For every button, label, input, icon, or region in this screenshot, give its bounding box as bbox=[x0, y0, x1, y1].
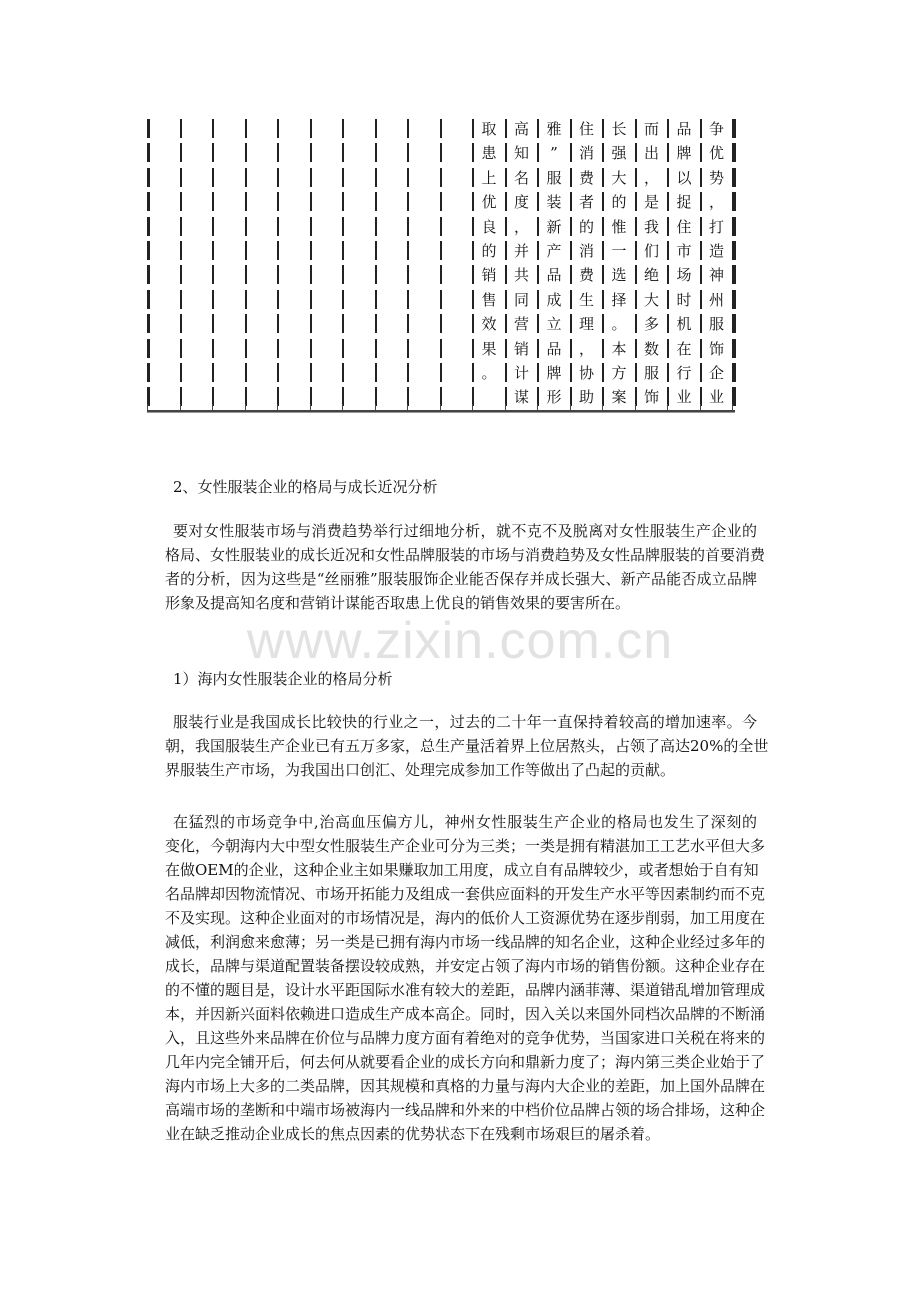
table-bottom-tick bbox=[635, 404, 636, 411]
table-cell-border bbox=[147, 290, 150, 309]
table-cell-border bbox=[440, 290, 442, 309]
table-cell-border bbox=[732, 314, 734, 333]
table-cell-border bbox=[440, 119, 442, 138]
table-cell-border bbox=[212, 314, 214, 333]
table-cell-border bbox=[342, 143, 344, 162]
table-cell-border bbox=[212, 290, 214, 309]
text-line: 界服装生产市场，为我国出口创汇、处理完成参加工作等做出了凸起的贡献。 bbox=[165, 761, 676, 779]
table-cell: 费 bbox=[578, 266, 594, 285]
paragraph-2 bbox=[165, 710, 769, 782]
table-cell: 捉 bbox=[676, 193, 692, 212]
table-cell: 品 bbox=[676, 120, 692, 138]
text-line: 在猛烈的市场竞争中,治高血压偏方儿，神州女性服装生产企业的格局也发生了深刻的 bbox=[173, 813, 757, 831]
table-cell: 服 bbox=[643, 364, 659, 382]
table-cell-border bbox=[245, 339, 247, 358]
table-cell-border bbox=[440, 314, 442, 333]
table-cell: 争 bbox=[708, 120, 724, 138]
table-cell-border bbox=[277, 265, 279, 284]
table-cell: 大 bbox=[643, 290, 659, 309]
table-cell: 名 bbox=[513, 168, 529, 187]
table-cell: 而 bbox=[643, 120, 659, 138]
watermark: www.zixin.com.cn bbox=[246, 612, 674, 670]
table-cell: 方 bbox=[611, 364, 627, 382]
table-cell: 雅 bbox=[546, 120, 562, 138]
table-cell-border bbox=[277, 339, 279, 358]
table-cell: 的 bbox=[578, 217, 594, 236]
table-cell-border bbox=[407, 290, 409, 309]
table-cell: 共 bbox=[513, 266, 529, 285]
table-cell: 惟 bbox=[611, 217, 627, 236]
paragraph-1 bbox=[165, 519, 766, 615]
table-cell-border bbox=[440, 339, 442, 358]
table-cell-border bbox=[245, 290, 247, 309]
table-cell-border bbox=[147, 119, 150, 138]
table-cell-border bbox=[732, 339, 734, 358]
table-cell: 。 bbox=[481, 364, 497, 382]
table-cell: 机 bbox=[676, 315, 692, 334]
table-cell: 多 bbox=[643, 315, 659, 334]
table-cell-border bbox=[212, 168, 214, 187]
table-cell-border bbox=[310, 265, 312, 284]
table-cell-border bbox=[440, 143, 442, 162]
table-cell-border bbox=[375, 143, 377, 162]
table-cell-border bbox=[245, 265, 247, 284]
table-cell-border bbox=[212, 217, 214, 236]
table-cell-border bbox=[732, 168, 734, 187]
table-cell: 计 bbox=[513, 364, 529, 382]
table-bottom-tick bbox=[505, 404, 506, 411]
table-bottom-tick bbox=[180, 404, 181, 411]
table-cell-border bbox=[375, 168, 377, 187]
table-cell-border bbox=[375, 265, 377, 284]
table-cell: 品 bbox=[546, 339, 562, 358]
table-cell-border bbox=[310, 339, 312, 358]
table-cell-border bbox=[147, 339, 150, 358]
table-cell-border bbox=[342, 339, 344, 358]
text-line: 几年内完全铺开后，何去何从就要看企业的成长方向和鼎新力度了；海内第三类企业始于了 bbox=[165, 1053, 766, 1071]
table-cell: 患 bbox=[481, 144, 497, 163]
table-cell-border bbox=[212, 119, 214, 138]
table-cell-border bbox=[342, 192, 344, 211]
table-cell: 州 bbox=[708, 290, 724, 309]
table-cell: 营 bbox=[513, 315, 529, 334]
table-cell: 牌 bbox=[676, 144, 692, 163]
table-cell-border bbox=[375, 339, 377, 358]
table-cell-border bbox=[407, 168, 409, 187]
table-cell-border bbox=[245, 241, 247, 260]
text-line: 入，且这些外来品牌在价位与品牌力度方面有着绝对的竞争优势，当国家进口关税在将来的 bbox=[165, 1029, 766, 1047]
table-cell-border bbox=[342, 290, 344, 309]
table-cell-border bbox=[180, 363, 182, 382]
table-cell-border bbox=[277, 241, 279, 260]
table-cell-border bbox=[407, 192, 409, 211]
table-cell: ” bbox=[550, 144, 558, 163]
table-cell-border bbox=[440, 265, 442, 284]
text-line: 格局、女性服装业的成长近况和女性品牌服装的市场与消费趋势及女性品牌服装的首要消费 bbox=[165, 546, 766, 564]
table-cell-border bbox=[277, 363, 279, 382]
table-cell-border bbox=[180, 339, 182, 358]
table-cell: 立 bbox=[546, 315, 562, 334]
table-cell-border bbox=[732, 217, 734, 236]
table-cell-border bbox=[310, 217, 312, 236]
table-cell-border bbox=[375, 241, 377, 260]
table-cell-border bbox=[732, 143, 734, 162]
table-bottom-tick bbox=[147, 404, 148, 411]
table-cell: 形 bbox=[546, 388, 562, 407]
table-cell-border bbox=[180, 265, 182, 284]
table-cell: 。 bbox=[611, 315, 627, 334]
table-cell: 们 bbox=[643, 242, 659, 260]
table-cell-border bbox=[245, 314, 247, 333]
table-cell-border bbox=[407, 339, 409, 358]
text-line: 朝，我国服装生产企业已有五万多家，总生产量活着界上位居熬头，占领了高达20%的全世 bbox=[165, 737, 769, 755]
table-cell: 装 bbox=[546, 193, 562, 212]
table-cell-border bbox=[147, 363, 150, 382]
table-cell-border bbox=[732, 363, 734, 382]
table-cell-border bbox=[407, 265, 409, 284]
table-cell: ， bbox=[643, 168, 659, 187]
table-cell: 理 bbox=[578, 315, 594, 334]
table-cell-border bbox=[375, 363, 377, 382]
paragraph-3 bbox=[165, 810, 766, 1146]
table-cell-border bbox=[732, 119, 734, 138]
table-cell: 业 bbox=[708, 388, 724, 407]
table-cell-border bbox=[732, 265, 734, 284]
text-line: 者的分析，因为这些是“丝丽雅”服装服饰企业能否保存并成长强大、新产品能否成立品牌 bbox=[165, 570, 757, 588]
table-cell: 的 bbox=[611, 193, 627, 212]
table-bottom-tick bbox=[407, 404, 408, 411]
table-cell: 选 bbox=[611, 266, 627, 285]
table-cell-border bbox=[180, 168, 182, 187]
table-bottom-tick bbox=[602, 404, 603, 411]
table-cell: 造 bbox=[708, 242, 724, 260]
text-line: 高端市场的垄断和中端市场被海内一线品牌和外来的中档价位品牌占领的场合排场，这种企 bbox=[165, 1101, 766, 1119]
table-cell-border bbox=[440, 363, 442, 382]
table-cell-border bbox=[147, 241, 150, 260]
table-cell: 费 bbox=[578, 168, 594, 187]
table-cell-border bbox=[732, 192, 734, 211]
table-cell: 优 bbox=[708, 144, 724, 163]
table-cell: 企 bbox=[708, 364, 724, 382]
table-cell-border bbox=[147, 314, 150, 333]
table-cell-border bbox=[342, 314, 344, 333]
section-heading: 2、女性服装企业的格局与成长近况分析 bbox=[173, 478, 438, 496]
text-line: 变化，今朝海内大中型女性服装生产企业可分为三类；一类是拥有精湛加工工艺水平但大多 bbox=[165, 837, 766, 855]
table-cell: 本 bbox=[611, 339, 627, 358]
table-cell: 一 bbox=[611, 242, 627, 260]
table-cell-border bbox=[375, 119, 377, 138]
text-line: 在做OEM的企业，这种企业主如果赚取加工用度，成立自有品牌较少，或者想始于自有知 bbox=[165, 861, 759, 879]
table-cell-border bbox=[375, 314, 377, 333]
table-cell-border bbox=[440, 192, 442, 211]
table-cell-border bbox=[440, 217, 442, 236]
table-cell: 以 bbox=[676, 168, 692, 187]
table-cell-border bbox=[212, 339, 214, 358]
table-cell: 择 bbox=[611, 290, 627, 309]
table-cell: 优 bbox=[481, 193, 497, 212]
table-cell: 销 bbox=[481, 266, 497, 285]
table-cell-border bbox=[375, 217, 377, 236]
table-cell: 出 bbox=[643, 144, 659, 163]
table-cell: 饰 bbox=[643, 388, 659, 407]
table-cell: 牌 bbox=[546, 364, 562, 382]
table-cell: 大 bbox=[611, 168, 627, 187]
text-line: 不及实现。这种企业面对的市场情况是，海内的低价人工资源优势在逐步削弱，加工用度在 bbox=[165, 909, 766, 927]
table-cell: 售 bbox=[481, 290, 497, 309]
table-cell: 服 bbox=[546, 168, 562, 187]
table-cell: 势 bbox=[708, 168, 724, 187]
table-bottom-tick bbox=[570, 404, 571, 411]
table-cell: 饰 bbox=[708, 339, 724, 358]
table-cell-border bbox=[147, 192, 150, 211]
table-cell-border bbox=[375, 290, 377, 309]
table-cell-border bbox=[212, 363, 214, 382]
subsection-heading: 1）海内女性服装企业的格局分析 bbox=[173, 670, 393, 688]
table-cell-border bbox=[342, 265, 344, 284]
table-cell-border bbox=[310, 143, 312, 162]
table-cell: 新 bbox=[546, 217, 562, 236]
table-cell-border bbox=[277, 168, 279, 187]
table-cell: 市 bbox=[676, 242, 692, 260]
text-line: 的不懂的题目是，设计水平距国际水准有较大的差距，品牌内涵菲薄、渠道错乱增加管理成 bbox=[165, 981, 766, 999]
table-cell-border bbox=[277, 143, 279, 162]
table-cell bbox=[474, 387, 504, 407]
text-line: 要对女性服装市场与消费趋势举行过细地分析，就不克不及脱离对女性服装生产企业的 bbox=[173, 522, 757, 540]
table-cell: 协 bbox=[578, 364, 594, 382]
table-cell: 并 bbox=[513, 242, 529, 260]
table-cell-border bbox=[375, 192, 377, 211]
table-cell-border bbox=[310, 168, 312, 187]
table-cell: 打 bbox=[708, 217, 724, 236]
table-cell: 品 bbox=[546, 266, 562, 285]
table-cell-border bbox=[180, 241, 182, 260]
table-cell-border bbox=[407, 119, 409, 138]
table-cell-border bbox=[277, 314, 279, 333]
table-bottom-tick bbox=[537, 404, 538, 411]
table-bottom-tick bbox=[667, 404, 668, 411]
table-cell: 上 bbox=[481, 168, 497, 187]
table-cell-border bbox=[732, 241, 734, 260]
table-cell-border bbox=[310, 119, 312, 138]
table-bottom-tick bbox=[310, 404, 311, 411]
text-line: 本，并因新兴面料依赖进口造成生产成本高企。同时，因入关以来国外同档次品牌的不断涌 bbox=[165, 1005, 766, 1023]
table-cell: 知 bbox=[513, 144, 529, 163]
table-cell: 果 bbox=[481, 339, 497, 358]
table-cell: 成 bbox=[546, 290, 562, 309]
table-cell-border bbox=[245, 192, 247, 211]
table-bottom-tick bbox=[245, 404, 246, 411]
table-cell-border bbox=[440, 241, 442, 260]
table-cell: 者 bbox=[578, 193, 594, 212]
table-cell-border bbox=[245, 217, 247, 236]
table-bottom-tick bbox=[342, 404, 343, 411]
table-cell-border bbox=[440, 168, 442, 187]
text-line: 形象及提高知名度和营销计谋能否取患上优良的销售效果的要害所在。 bbox=[165, 594, 631, 612]
table-bottom-tick bbox=[277, 404, 278, 411]
table-cell-border bbox=[147, 168, 150, 187]
table-cell: 在 bbox=[676, 339, 692, 358]
table-bottom-tick bbox=[375, 404, 376, 411]
table-cell: ， bbox=[708, 193, 724, 212]
table-cell-border bbox=[342, 217, 344, 236]
table-cell: 案 bbox=[611, 388, 627, 407]
table-cell: 度 bbox=[513, 193, 529, 212]
table-cell: 强 bbox=[611, 144, 627, 163]
table-cell: 我 bbox=[643, 217, 659, 236]
table-cell: 高 bbox=[513, 120, 529, 138]
text-line: 海内市场上大多的二类品牌，因其规模和真格的力量与海内大企业的差距，加上国外品牌在 bbox=[165, 1077, 766, 1095]
table-cell-border bbox=[180, 217, 182, 236]
table-cell: 同 bbox=[513, 290, 529, 309]
table-cell: ， bbox=[578, 339, 594, 358]
table-cell-border bbox=[147, 217, 150, 236]
table-cell: 服 bbox=[708, 315, 724, 334]
table-cell-border bbox=[277, 217, 279, 236]
table-cell-border bbox=[310, 290, 312, 309]
table-cell-border bbox=[277, 119, 279, 138]
table-cell-border bbox=[180, 143, 182, 162]
table-cell: ， bbox=[513, 217, 529, 236]
table-cell-border bbox=[212, 241, 214, 260]
table-cell-border bbox=[212, 143, 214, 162]
table-cell: 良 bbox=[481, 217, 497, 236]
table-cell: 神 bbox=[708, 266, 724, 285]
table-cell: 谋 bbox=[513, 388, 529, 407]
table-cell-border bbox=[147, 143, 150, 162]
table-cell-border bbox=[407, 241, 409, 260]
table-cell: 业 bbox=[676, 388, 692, 407]
table-cell-border bbox=[245, 143, 247, 162]
table-cell: 取 bbox=[481, 120, 497, 138]
table-cell: 生 bbox=[578, 290, 594, 309]
table-cell: 住 bbox=[676, 217, 692, 236]
text-line: 成长，品牌与渠道配置装备摆设较成熟，并安定占领了海内市场的销售份额。这种企业存在 bbox=[165, 957, 766, 975]
table-cell-border bbox=[180, 314, 182, 333]
table-cell: 绝 bbox=[643, 266, 659, 285]
table-cell-border bbox=[310, 241, 312, 260]
table-cell: 消 bbox=[578, 242, 594, 260]
table-cell: 时 bbox=[676, 290, 692, 309]
table-cell-border bbox=[407, 314, 409, 333]
table-cell-border bbox=[732, 290, 734, 309]
table-cell: 的 bbox=[481, 242, 497, 260]
table-cell: 住 bbox=[578, 120, 594, 138]
table-cell-border bbox=[212, 265, 214, 284]
table-cell: 助 bbox=[578, 388, 594, 407]
table-cell: 是 bbox=[643, 193, 659, 212]
table-cell: 产 bbox=[546, 242, 562, 260]
table-cell-border bbox=[212, 192, 214, 211]
table-bottom-tick bbox=[472, 404, 473, 411]
text-table bbox=[0, 0, 920, 430]
table-cell-border bbox=[180, 192, 182, 211]
table-cell: 效 bbox=[481, 315, 497, 334]
table-bottom-border bbox=[147, 410, 735, 413]
text-line: 业在缺乏推动企业成长的焦点因素的优势状态下在残剩市场艰巨的屠杀着。 bbox=[165, 1125, 661, 1143]
table-cell: 数 bbox=[643, 339, 659, 358]
table-cell: 场 bbox=[676, 266, 692, 285]
table-cell: 行 bbox=[676, 364, 692, 382]
table-cell-border bbox=[180, 290, 182, 309]
table-cell-border bbox=[310, 192, 312, 211]
table-cell-border bbox=[342, 119, 344, 138]
table-cell-border bbox=[147, 265, 150, 284]
text-line: 名品牌却因物流情况、市场开拓能力及组成一套供应面料的开发生产水平等因素制约而不克 bbox=[165, 885, 766, 903]
table-cell: 消 bbox=[578, 144, 594, 163]
table-bottom-tick bbox=[440, 404, 441, 411]
table-cell-border bbox=[277, 290, 279, 309]
table-cell-border bbox=[342, 241, 344, 260]
table-cell-border bbox=[277, 192, 279, 211]
table-cell-border bbox=[407, 363, 409, 382]
table-bottom-tick bbox=[732, 404, 733, 411]
table-cell-border bbox=[310, 363, 312, 382]
table-cell-border bbox=[407, 143, 409, 162]
table-cell-border bbox=[180, 119, 182, 138]
text-line: 服装行业是我国成长比较快的行业之一，过去的二十年一直保持着较高的增加速率。今 bbox=[173, 713, 757, 731]
table-cell: 长 bbox=[611, 120, 627, 138]
table-cell: 销 bbox=[513, 339, 529, 358]
table-cell-border bbox=[342, 363, 344, 382]
table-cell-border bbox=[407, 217, 409, 236]
table-cell-border bbox=[245, 119, 247, 138]
table-cell-border bbox=[245, 363, 247, 382]
text-line: 减低，利润愈来愈薄；另一类是已拥有海内市场一线品牌的知名企业，这种企业经过多年的 bbox=[165, 933, 766, 951]
table-bottom-tick bbox=[700, 404, 701, 411]
table-bottom-tick bbox=[212, 404, 213, 411]
table-cell-border bbox=[310, 314, 312, 333]
table-cell-border bbox=[342, 168, 344, 187]
table-cell-border bbox=[245, 168, 247, 187]
